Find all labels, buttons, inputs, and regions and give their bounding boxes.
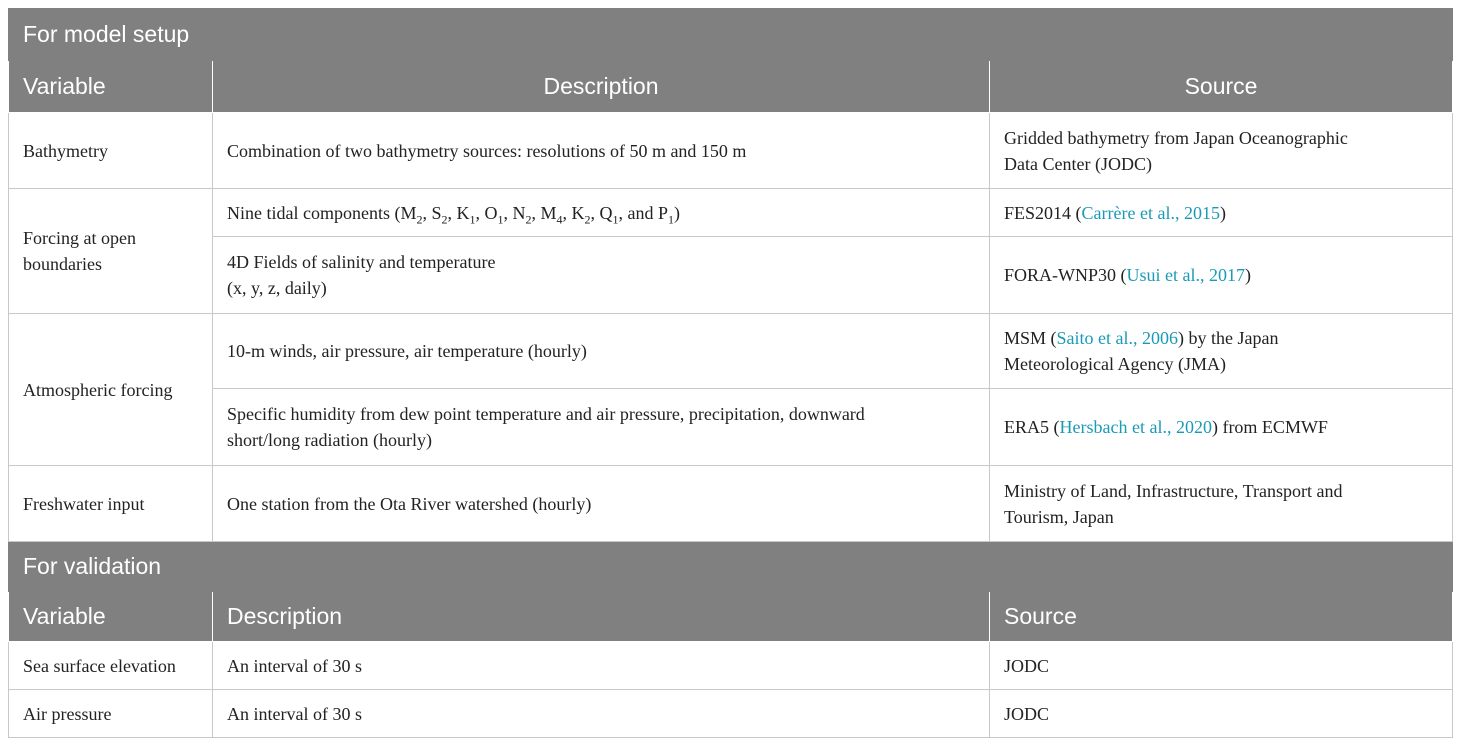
cell-source: JODC <box>990 690 1453 738</box>
tidal-subscript: 4 <box>556 212 563 227</box>
cell-variable: Bathymetry <box>9 113 213 189</box>
section-header-model-setup <box>9 9 1453 61</box>
tidal-constituent: K <box>571 202 585 223</box>
cell-description: An interval of 30 s <box>213 690 990 738</box>
source-text: FES2014 ( <box>1004 202 1082 223</box>
cell-variable: Atmospheric forcing <box>9 314 213 466</box>
source-text: ) <box>1219 202 1226 223</box>
citation-link[interactable]: Usui et al., 2017 <box>1126 265 1246 285</box>
table-row <box>9 642 1453 690</box>
cell-description: An interval of 30 s <box>213 642 990 690</box>
table-row <box>9 690 1453 738</box>
description-line: 4D Fields of salinity and temperature <box>227 252 496 272</box>
source-text: ) by the Japan <box>1178 328 1279 348</box>
source-line: Tourism, Japan <box>1004 506 1114 527</box>
cell-source <box>990 113 1453 189</box>
cell-description: Nine tidal components ($M_2$, $S_2$, $K_1$, $O_1$, $N_2$, $M_4$, $K_2$, $Q_1$, and $P_1$) <box>213 189 990 237</box>
cell-variable <box>9 189 213 314</box>
tidal-suffix: ) <box>674 202 681 223</box>
section-title: For model setup <box>9 9 1453 61</box>
tidal-subscript: 2 <box>441 212 448 227</box>
column-header-description: Description <box>213 592 990 642</box>
source-text: MSM ( <box>1004 328 1057 348</box>
data-table <box>8 8 1453 738</box>
tidal-constituent: Q <box>599 202 613 223</box>
description-line: Specific humidity from dew point temperature and air pressure, precipitation, downward <box>227 404 865 424</box>
description-line: short/long radiation (hourly) <box>227 430 432 450</box>
column-header-source: Source <box>990 61 1453 113</box>
cell-description: 10-m winds, air pressure, air temperature (hourly) <box>213 314 990 389</box>
cell-variable: Freshwater input <box>9 466 213 542</box>
table-row-forcing-tidal <box>9 189 1453 237</box>
column-header-variable: Variable <box>9 592 213 642</box>
section-title: For validation <box>9 542 1453 592</box>
table-row-atmospheric-humidity <box>9 389 1453 466</box>
tidal-constituent: P <box>658 202 669 223</box>
source-line: Ministry of Land, Infrastructure, Transport and <box>1004 480 1343 501</box>
cell-variable: Air pressure <box>9 690 213 738</box>
tidal-subscript: 2 <box>584 212 591 227</box>
source-text: ) <box>1245 265 1252 285</box>
tidal-constituent: O <box>484 202 498 223</box>
source-line: Data Center (JODC) <box>1004 153 1152 174</box>
column-header-source: Source <box>990 592 1453 642</box>
section-header-validation <box>9 542 1453 592</box>
variable-line: Forcing at open <box>23 228 136 248</box>
tidal-subscript: 2 <box>525 212 532 227</box>
tidal-subscript: 1 <box>668 212 675 227</box>
citation-link[interactable]: Carrère et al., 2015 <box>1081 202 1220 223</box>
citation-link[interactable]: Saito et al., 2006 <box>1056 328 1178 348</box>
description-line: (x, y, z, daily) <box>227 278 327 298</box>
tidal-constituent: S <box>431 202 442 223</box>
source-text: ) from ECMWF <box>1211 417 1328 437</box>
citation-link[interactable]: Hersbach et al., 2020 <box>1059 417 1212 437</box>
column-header-row <box>9 592 1453 642</box>
tidal-conjunction: and <box>627 202 654 223</box>
source-text: FORA-WNP30 ( <box>1004 265 1127 285</box>
table-row-bathymetry <box>9 113 1453 189</box>
source-text: ERA5 ( <box>1004 417 1060 437</box>
column-header-row <box>9 61 1453 113</box>
cell-source <box>990 237 1453 314</box>
variable-line: boundaries <box>23 254 102 274</box>
tidal-subscript: 1 <box>497 212 504 227</box>
column-header-variable: Variable <box>9 61 213 113</box>
cell-source <box>990 466 1453 542</box>
cell-variable: Sea surface elevation <box>9 642 213 690</box>
tidal-subscript: 2 <box>416 212 423 227</box>
cell-description: Combination of two bathymetry sources: resolutions of 50 m and 150 m <box>213 113 990 189</box>
tidal-constituent: M <box>400 202 417 223</box>
cell-source <box>990 189 1453 237</box>
cell-source <box>990 389 1453 466</box>
column-header-description: Description <box>213 61 990 113</box>
cell-description <box>213 237 990 314</box>
cell-source <box>990 314 1453 389</box>
tidal-prefix: Nine tidal components ( <box>227 202 401 223</box>
tidal-constituent: M <box>540 202 557 223</box>
cell-description <box>213 389 990 466</box>
cell-source: JODC <box>990 642 1453 690</box>
tidal-subscript: 1 <box>469 212 476 227</box>
table-row-forcing-fields <box>9 237 1453 314</box>
tidal-constituent: K <box>456 202 470 223</box>
table-row-atmospheric-winds <box>9 314 1453 389</box>
cell-description: One station from the Ota River watershed (hourly) <box>213 466 990 542</box>
table-row-freshwater <box>9 466 1453 542</box>
source-line: Gridded bathymetry from Japan Oceanographic <box>1004 127 1348 148</box>
tidal-subscript: 1 <box>612 212 619 227</box>
tidal-constituent: N <box>512 202 526 223</box>
source-line: Meteorological Agency (JMA) <box>1004 354 1226 374</box>
